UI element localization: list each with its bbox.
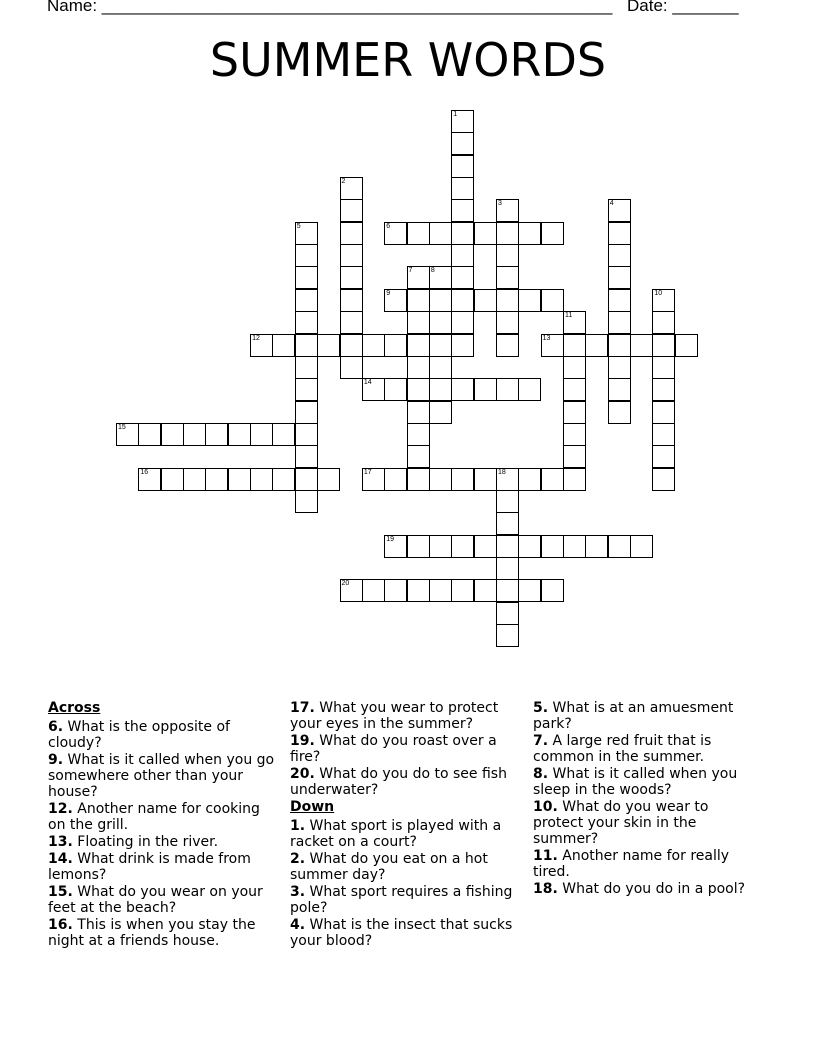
clue-number: 20 bbox=[341, 580, 350, 588]
grid-cell[interactable] bbox=[340, 311, 363, 334]
grid-cell[interactable] bbox=[138, 468, 161, 491]
grid-cell[interactable] bbox=[652, 445, 675, 468]
grid-cell[interactable] bbox=[295, 356, 318, 379]
grid-cell[interactable] bbox=[116, 423, 139, 446]
grid-cell[interactable] bbox=[295, 490, 318, 513]
grid-cell[interactable] bbox=[340, 334, 363, 357]
clue-number: 11 bbox=[565, 312, 573, 320]
grid-cell[interactable] bbox=[384, 468, 407, 491]
grid-cell[interactable] bbox=[295, 445, 318, 468]
grid-cell[interactable] bbox=[161, 468, 184, 491]
grid-cell[interactable] bbox=[272, 423, 295, 446]
grid-cell[interactable] bbox=[429, 222, 452, 245]
grid-cell[interactable] bbox=[474, 535, 497, 558]
grid-cell[interactable] bbox=[429, 356, 452, 379]
clue-number: 17 bbox=[363, 468, 372, 476]
clue-number: 10 bbox=[654, 289, 663, 297]
clue-down-5: 5. What is at an amuesment park? bbox=[533, 700, 734, 732]
grid-cell[interactable] bbox=[429, 378, 452, 401]
grid-cell[interactable] bbox=[250, 334, 273, 357]
grid-cell[interactable] bbox=[407, 356, 430, 379]
clue-across-16: 16. This is when you stay the night at a friends house. bbox=[48, 917, 256, 949]
page-title: SUMMER WORDS bbox=[209, 33, 607, 87]
grid-cell[interactable] bbox=[608, 378, 631, 401]
grid-cell[interactable] bbox=[295, 334, 318, 357]
grid-cell[interactable] bbox=[496, 266, 519, 289]
clues-column-2 bbox=[290, 700, 522, 950]
clue-down-18: 18. What do you do in a pool? bbox=[533, 881, 746, 897]
grid-cell[interactable] bbox=[340, 199, 363, 222]
grid-cell[interactable] bbox=[652, 356, 675, 379]
clue-number: 13 bbox=[542, 334, 551, 342]
grid-cell[interactable] bbox=[652, 401, 675, 424]
grid-cell[interactable] bbox=[652, 311, 675, 334]
grid-cell[interactable] bbox=[295, 244, 318, 267]
grid-cell[interactable] bbox=[362, 378, 385, 401]
grid-cell[interactable] bbox=[407, 311, 430, 334]
grid-cell[interactable] bbox=[340, 579, 363, 602]
clue-down-10: 10. What do you wear to protect your skin in the summer? bbox=[533, 799, 709, 847]
grid-cell[interactable] bbox=[295, 311, 318, 334]
clues-column-1 bbox=[48, 700, 276, 950]
grid-cell[interactable] bbox=[563, 468, 586, 491]
clue-number: 14 bbox=[363, 379, 372, 387]
grid-cell[interactable] bbox=[295, 222, 318, 245]
clue-number: 4 bbox=[609, 200, 614, 208]
grid-cell[interactable] bbox=[407, 222, 430, 245]
clue-number: 9 bbox=[386, 289, 391, 297]
grid-cell[interactable] bbox=[474, 289, 497, 312]
clue-down-1: 1. What sport is played with a racket on a court? bbox=[290, 818, 502, 850]
grid-cell[interactable] bbox=[451, 177, 474, 200]
grid-cell[interactable] bbox=[496, 244, 519, 267]
grid-cell[interactable] bbox=[474, 468, 497, 491]
grid-cell[interactable] bbox=[250, 468, 273, 491]
grid-cell[interactable] bbox=[518, 579, 541, 602]
grid-cell[interactable] bbox=[585, 334, 608, 357]
grid-cell[interactable] bbox=[518, 378, 541, 401]
grid-cell[interactable] bbox=[608, 199, 631, 222]
grid-cell[interactable] bbox=[295, 289, 318, 312]
grid-cell[interactable] bbox=[541, 334, 564, 357]
grid-cell[interactable] bbox=[496, 378, 519, 401]
grid-cell[interactable] bbox=[317, 468, 340, 491]
clue-across-9: 9. What is it called when you go somewhere other than your house? bbox=[48, 752, 275, 800]
date-field: Date: _______ bbox=[627, 0, 739, 15]
grid-cell[interactable] bbox=[608, 535, 631, 558]
clues-column-3 bbox=[533, 700, 761, 898]
grid-cell[interactable] bbox=[161, 423, 184, 446]
grid-cell[interactable] bbox=[429, 289, 452, 312]
grid-cell[interactable] bbox=[384, 289, 407, 312]
clue-across-17: 17. What you wear to protect your eyes in the summer? bbox=[290, 700, 499, 732]
grid-cell[interactable] bbox=[496, 512, 519, 535]
grid-cell[interactable] bbox=[317, 334, 340, 357]
grid-cell[interactable] bbox=[496, 557, 519, 580]
clue-across-12: 12. Another name for cooking on the grill. bbox=[48, 801, 260, 833]
grid-cell[interactable] bbox=[652, 334, 675, 357]
grid-cell[interactable] bbox=[563, 334, 586, 357]
grid-cell[interactable] bbox=[541, 468, 564, 491]
grid-cell[interactable] bbox=[384, 222, 407, 245]
clue-number: 8 bbox=[430, 267, 435, 275]
grid-cell[interactable] bbox=[429, 334, 452, 357]
grid-cell[interactable] bbox=[272, 468, 295, 491]
grid-cell[interactable] bbox=[563, 445, 586, 468]
clue-across-14: 14. What drink is made from lemons? bbox=[48, 851, 251, 883]
grid-cell[interactable] bbox=[362, 579, 385, 602]
grid-cell[interactable] bbox=[585, 535, 608, 558]
grid-cell[interactable] bbox=[340, 289, 363, 312]
grid-cell[interactable] bbox=[451, 535, 474, 558]
grid-cell[interactable] bbox=[250, 423, 273, 446]
clue-down-8: 8. What is it called when you sleep in the woods? bbox=[533, 766, 738, 798]
grid-cell[interactable] bbox=[205, 468, 228, 491]
grid-cell[interactable] bbox=[429, 535, 452, 558]
clue-across-6: 6. What is the opposite of cloudy? bbox=[48, 719, 230, 751]
grid-cell[interactable] bbox=[362, 334, 385, 357]
grid-cell[interactable] bbox=[496, 311, 519, 334]
clue-number: 16 bbox=[140, 468, 149, 476]
grid-cell[interactable] bbox=[541, 535, 564, 558]
grid-cell[interactable] bbox=[295, 423, 318, 446]
grid-cell[interactable] bbox=[496, 334, 519, 357]
grid-cell[interactable] bbox=[541, 579, 564, 602]
grid-cell[interactable] bbox=[608, 222, 631, 245]
clue-number: 3 bbox=[497, 200, 502, 208]
grid-cell[interactable] bbox=[429, 311, 452, 334]
grid-cell[interactable] bbox=[496, 602, 519, 625]
grid-cell[interactable] bbox=[451, 579, 474, 602]
clue-number: 15 bbox=[118, 423, 126, 431]
grid-cell[interactable] bbox=[652, 289, 675, 312]
grid-cell[interactable] bbox=[429, 401, 452, 424]
grid-cell[interactable] bbox=[563, 535, 586, 558]
grid-cell[interactable] bbox=[407, 334, 430, 357]
grid-cell[interactable] bbox=[407, 378, 430, 401]
grid-cell[interactable] bbox=[138, 423, 161, 446]
grid-cell[interactable] bbox=[429, 468, 452, 491]
grid-cell[interactable] bbox=[451, 132, 474, 155]
grid-cell[interactable] bbox=[183, 468, 206, 491]
grid-cell[interactable] bbox=[630, 334, 653, 357]
grid-cell[interactable] bbox=[451, 266, 474, 289]
clue-down-2: 2. What do you eat on a hot summer day? bbox=[290, 851, 488, 883]
grid-cell[interactable] bbox=[451, 222, 474, 245]
grid-cell[interactable] bbox=[451, 155, 474, 178]
clue-number: 1 bbox=[453, 111, 458, 118]
grid-cell[interactable] bbox=[228, 423, 251, 446]
grid-cell[interactable] bbox=[608, 356, 631, 379]
grid-cell[interactable] bbox=[496, 289, 519, 312]
across-heading: Across bbox=[48, 700, 101, 716]
grid-cell[interactable] bbox=[451, 244, 474, 267]
grid-cell[interactable] bbox=[407, 535, 430, 558]
grid-cell[interactable] bbox=[384, 378, 407, 401]
grid-cell[interactable] bbox=[563, 311, 586, 334]
clue-number: 19 bbox=[386, 535, 394, 543]
grid-cell[interactable] bbox=[652, 423, 675, 446]
name-field: Name: ______________________________________________________ bbox=[47, 0, 613, 15]
grid-cell[interactable] bbox=[340, 177, 363, 200]
grid-cell[interactable] bbox=[496, 624, 519, 647]
grid-cell[interactable] bbox=[340, 356, 363, 379]
grid-cell[interactable] bbox=[541, 289, 564, 312]
grid-cell[interactable] bbox=[518, 289, 541, 312]
clue-number: 5 bbox=[296, 222, 301, 230]
grid-cell[interactable] bbox=[630, 535, 653, 558]
grid-cell[interactable] bbox=[518, 468, 541, 491]
grid-cell[interactable] bbox=[541, 222, 564, 245]
grid-cell[interactable] bbox=[295, 401, 318, 424]
grid-cell[interactable] bbox=[407, 289, 430, 312]
grid-cell[interactable] bbox=[295, 266, 318, 289]
clue-across-15: 15. What do you wear on your feet at the beach? bbox=[48, 884, 263, 916]
grid-cell[interactable] bbox=[407, 401, 430, 424]
grid-cell[interactable] bbox=[451, 199, 474, 222]
grid-cell[interactable] bbox=[228, 468, 251, 491]
clue-across-20: 20. What do you do to see fish underwater? bbox=[290, 766, 507, 798]
grid-cell[interactable] bbox=[496, 535, 519, 558]
grid-cell[interactable] bbox=[205, 423, 228, 446]
grid-cell[interactable] bbox=[295, 468, 318, 491]
clue-down-11: 11. Another name for really tired. bbox=[533, 848, 730, 880]
grid-cell[interactable] bbox=[608, 311, 631, 334]
grid-cell[interactable] bbox=[496, 222, 519, 245]
clue-down-4: 4. What is the insect that sucks your blood? bbox=[290, 917, 513, 949]
grid-cell[interactable] bbox=[429, 266, 452, 289]
clue-number: 7 bbox=[408, 267, 413, 275]
clue-across-19: 19. What do you roast over a fire? bbox=[290, 733, 497, 765]
grid-cell[interactable] bbox=[429, 579, 452, 602]
down-heading: Down bbox=[290, 799, 335, 815]
grid-cell[interactable] bbox=[451, 378, 474, 401]
grid-cell[interactable] bbox=[652, 468, 675, 491]
grid-cell[interactable] bbox=[340, 244, 363, 267]
clue-number: 18 bbox=[497, 468, 506, 476]
grid-cell[interactable] bbox=[496, 490, 519, 513]
grid-cell[interactable] bbox=[496, 579, 519, 602]
grid-cell[interactable] bbox=[474, 378, 497, 401]
grid-cell[interactable] bbox=[340, 266, 363, 289]
clue-down-3: 3. What sport requires a fishing pole? bbox=[290, 884, 513, 916]
grid-cell[interactable] bbox=[652, 378, 675, 401]
grid-cell[interactable] bbox=[496, 468, 519, 491]
clue-number: 12 bbox=[252, 334, 260, 342]
grid-cell[interactable] bbox=[183, 423, 206, 446]
grid-cell[interactable] bbox=[563, 401, 586, 424]
grid-cell[interactable] bbox=[608, 244, 631, 267]
grid-cell[interactable] bbox=[407, 423, 430, 446]
grid-cell[interactable] bbox=[474, 579, 497, 602]
grid-cell[interactable] bbox=[608, 401, 631, 424]
grid-cell[interactable] bbox=[563, 423, 586, 446]
clue-across-13: 13. Floating in the river. bbox=[48, 834, 219, 850]
clue-number: 2 bbox=[341, 178, 346, 186]
grid-cell[interactable] bbox=[407, 468, 430, 491]
grid-cell[interactable] bbox=[451, 311, 474, 334]
grid-cell[interactable] bbox=[675, 334, 698, 357]
clue-number: 6 bbox=[386, 222, 391, 230]
grid-cell[interactable] bbox=[563, 378, 586, 401]
grid-cell[interactable] bbox=[407, 579, 430, 602]
grid-cell[interactable] bbox=[295, 378, 318, 401]
grid-cell[interactable] bbox=[608, 266, 631, 289]
grid-cell[interactable] bbox=[474, 222, 497, 245]
clue-down-7: 7. A large red fruit that is common in the summer. bbox=[533, 733, 712, 765]
grid-cell[interactable] bbox=[384, 334, 407, 357]
grid-cell[interactable] bbox=[407, 445, 430, 468]
grid-cell[interactable] bbox=[340, 222, 363, 245]
grid-cell[interactable] bbox=[451, 289, 474, 312]
grid-cell[interactable] bbox=[384, 535, 407, 558]
grid-cell[interactable] bbox=[407, 266, 430, 289]
grid-cell[interactable] bbox=[384, 579, 407, 602]
grid-cell[interactable] bbox=[451, 110, 474, 133]
grid-cell[interactable] bbox=[518, 535, 541, 558]
grid-cell[interactable] bbox=[451, 468, 474, 491]
grid-cell[interactable] bbox=[451, 334, 474, 357]
grid-cell[interactable] bbox=[608, 334, 631, 357]
grid-cell[interactable] bbox=[496, 199, 519, 222]
grid-cell[interactable] bbox=[362, 468, 385, 491]
grid-cell[interactable] bbox=[608, 289, 631, 312]
grid-cell[interactable] bbox=[518, 222, 541, 245]
grid-cell[interactable] bbox=[563, 356, 586, 379]
grid-cell[interactable] bbox=[272, 334, 295, 357]
